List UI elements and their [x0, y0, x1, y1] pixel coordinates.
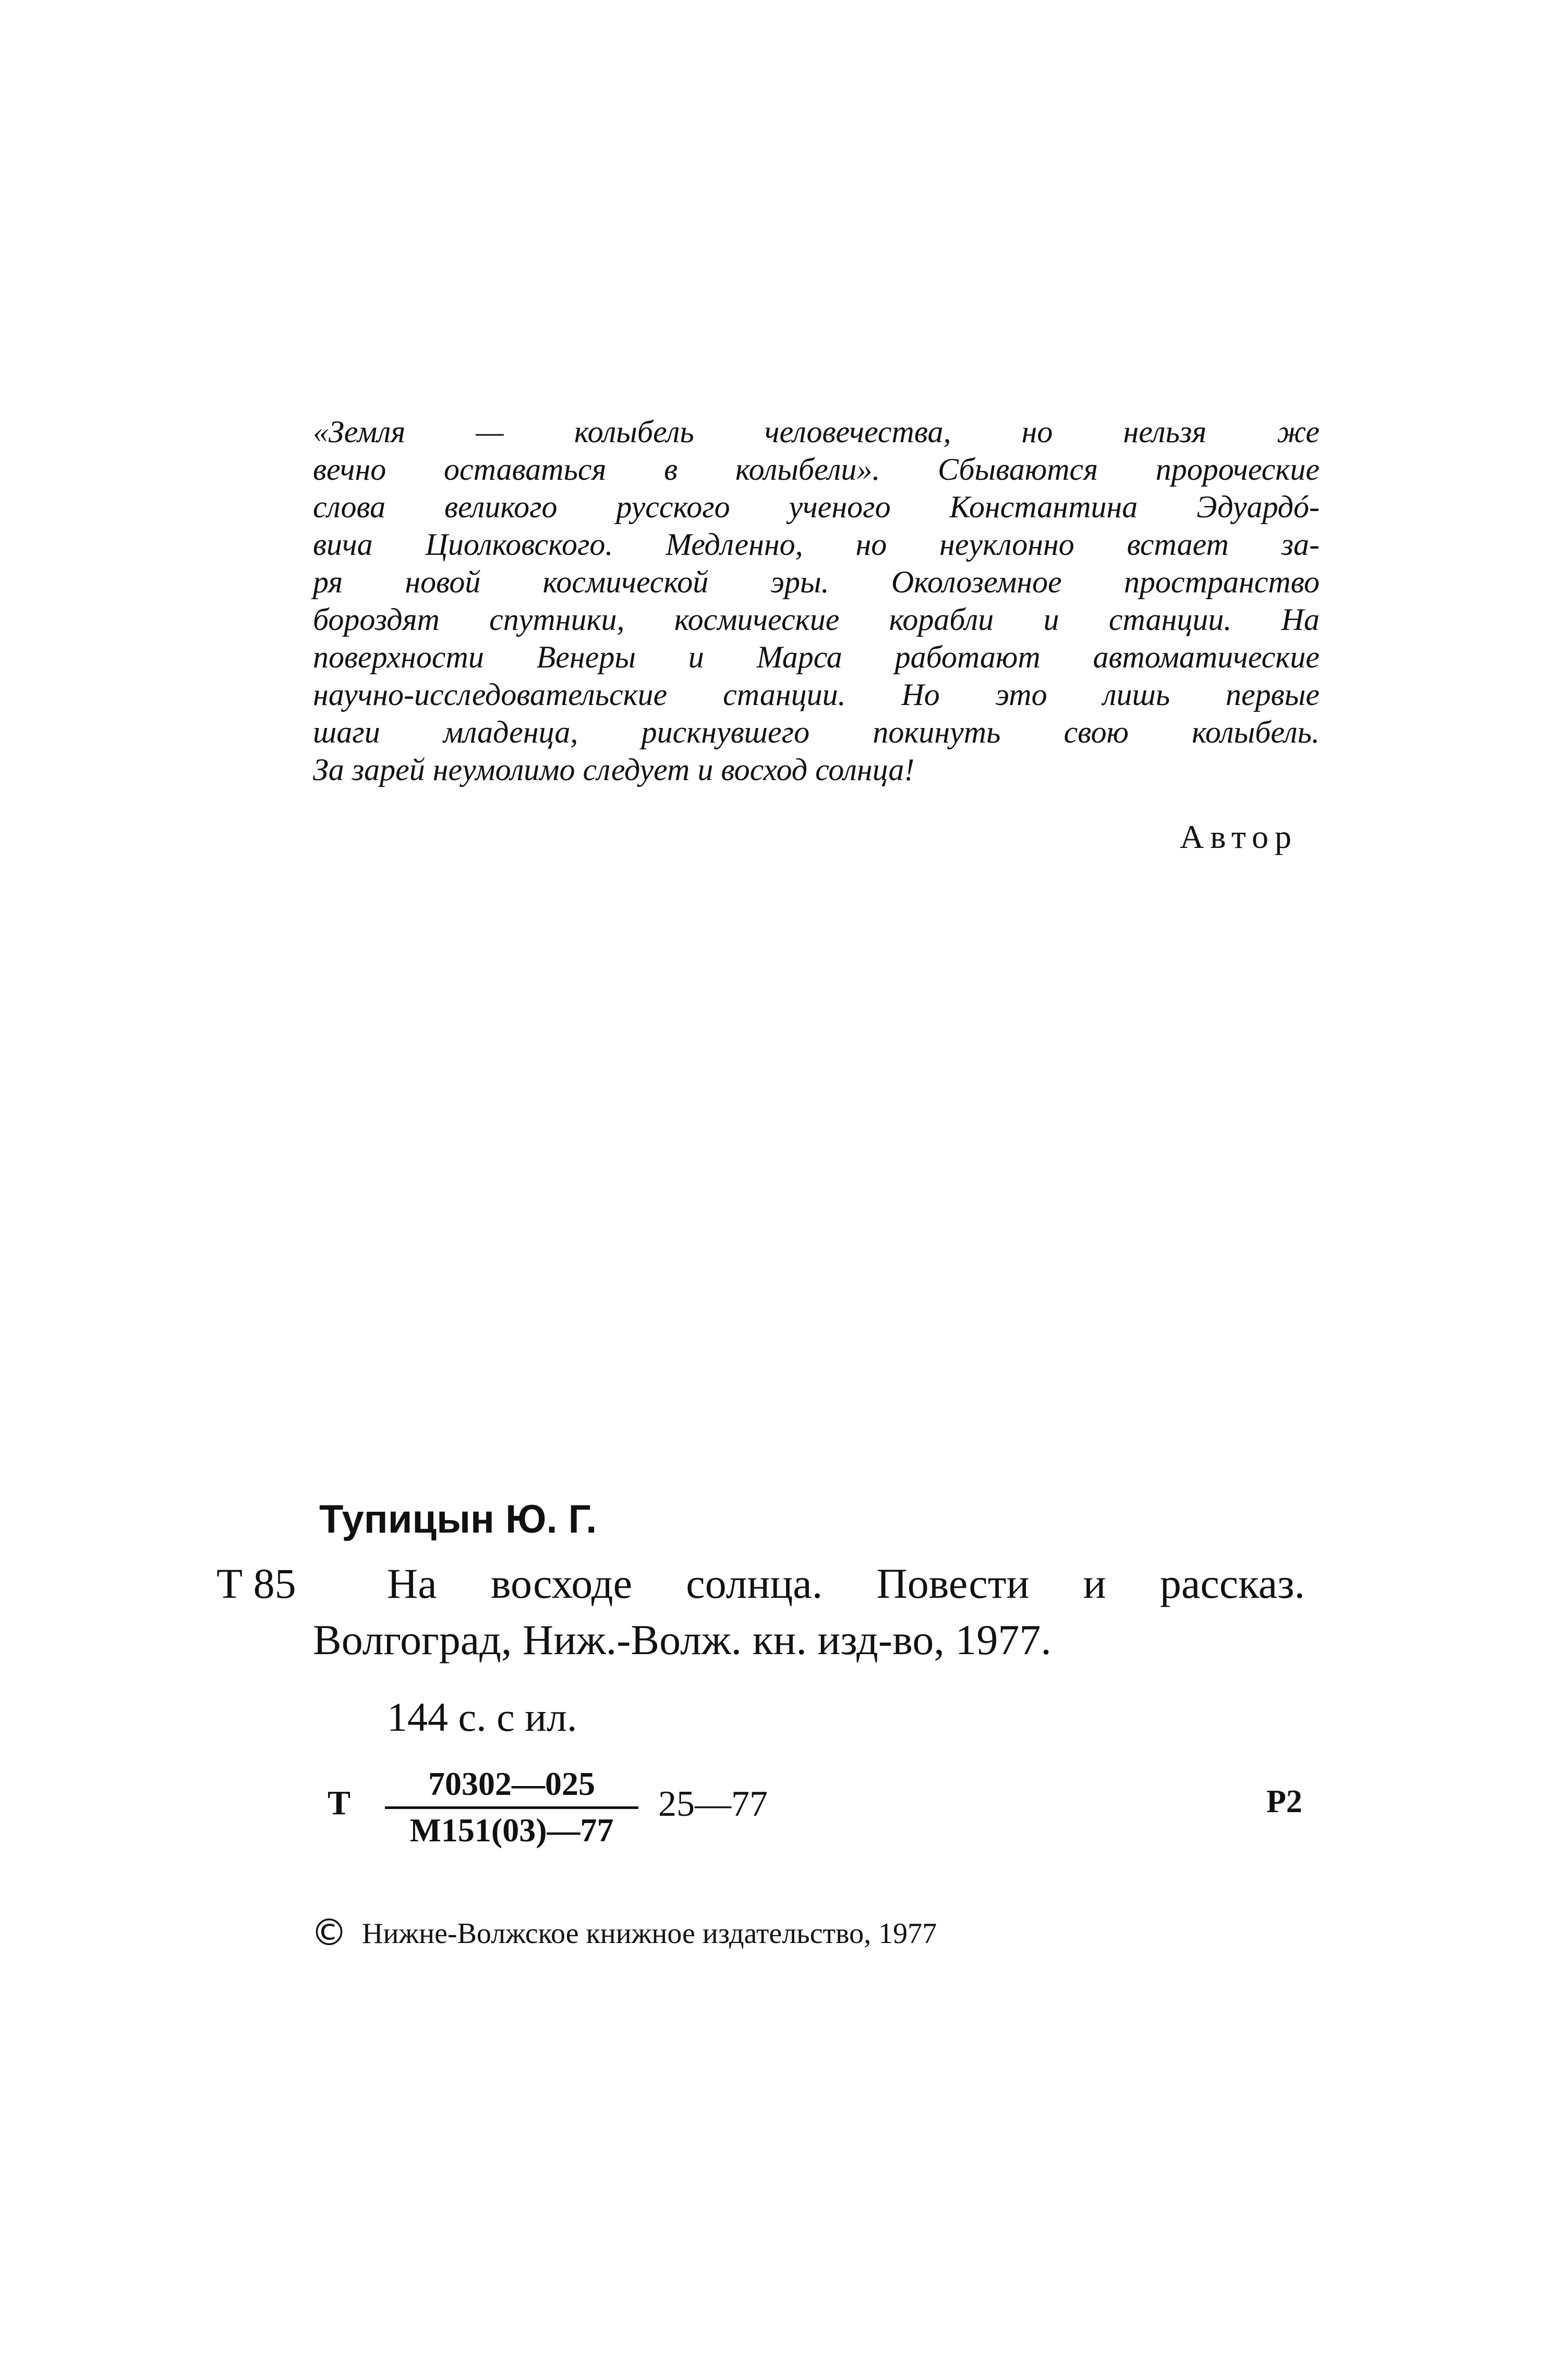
- epigraph-line: слова великого русского ученого Константина Эдуардó-: [313, 490, 1320, 524]
- index-letter: Т: [328, 1784, 351, 1822]
- epigraph-line: За зарей неумолимо следует и восход солнца!: [313, 752, 915, 787]
- publication-imprint: Волгоград, Ниж.-Волж. кн. изд-во, 1977.: [313, 1616, 1051, 1663]
- epigraph-line: поверхности Венеры и Марса работают автоматические: [313, 640, 1320, 674]
- epigraph: [313, 413, 1320, 788]
- epigraph-signature: Автор: [1180, 818, 1298, 855]
- index-fraction: [385, 1765, 638, 1850]
- copyright-line: [311, 1911, 937, 1954]
- epigraph-line: ря новой космической эры. Околоземное пространство: [313, 565, 1320, 599]
- epigraph-line: бороздят спутники, космические корабли и станции. На: [313, 602, 1320, 637]
- catalog-code: Т 85: [216, 1560, 296, 1607]
- index-code: Р2: [1266, 1784, 1302, 1819]
- epigraph-line: шаги младенца, рискнувшего покинуть свою колыбель.: [313, 715, 1320, 749]
- page-count: 144 с. с ил.: [387, 1694, 577, 1740]
- copyright-icon: ©: [311, 1911, 347, 1954]
- epigraph-line: вечно оставаться в колыбели». Сбываются пророческие: [313, 452, 1320, 487]
- epigraph-line: вича Циолковского. Медленно, но неуклонно встает за-: [313, 527, 1320, 562]
- copyright-text: Нижне-Волжское книжное издательство, 1977: [362, 1917, 937, 1950]
- book-title: На восходе солнца. Повести и рассказ.: [387, 1560, 1305, 1607]
- index-numerator: 70302—025: [385, 1765, 638, 1809]
- epigraph-line: научно-исследовательские станции. Но это лишь первые: [313, 677, 1320, 712]
- index-denominator: М151(03)—77: [409, 1812, 614, 1849]
- epigraph-line: «Земля — колыбель человечества, но нельзя же: [313, 415, 1320, 449]
- catalog-author: Тупицын Ю. Г.: [319, 1497, 597, 1541]
- index-number: 25—77: [658, 1784, 768, 1824]
